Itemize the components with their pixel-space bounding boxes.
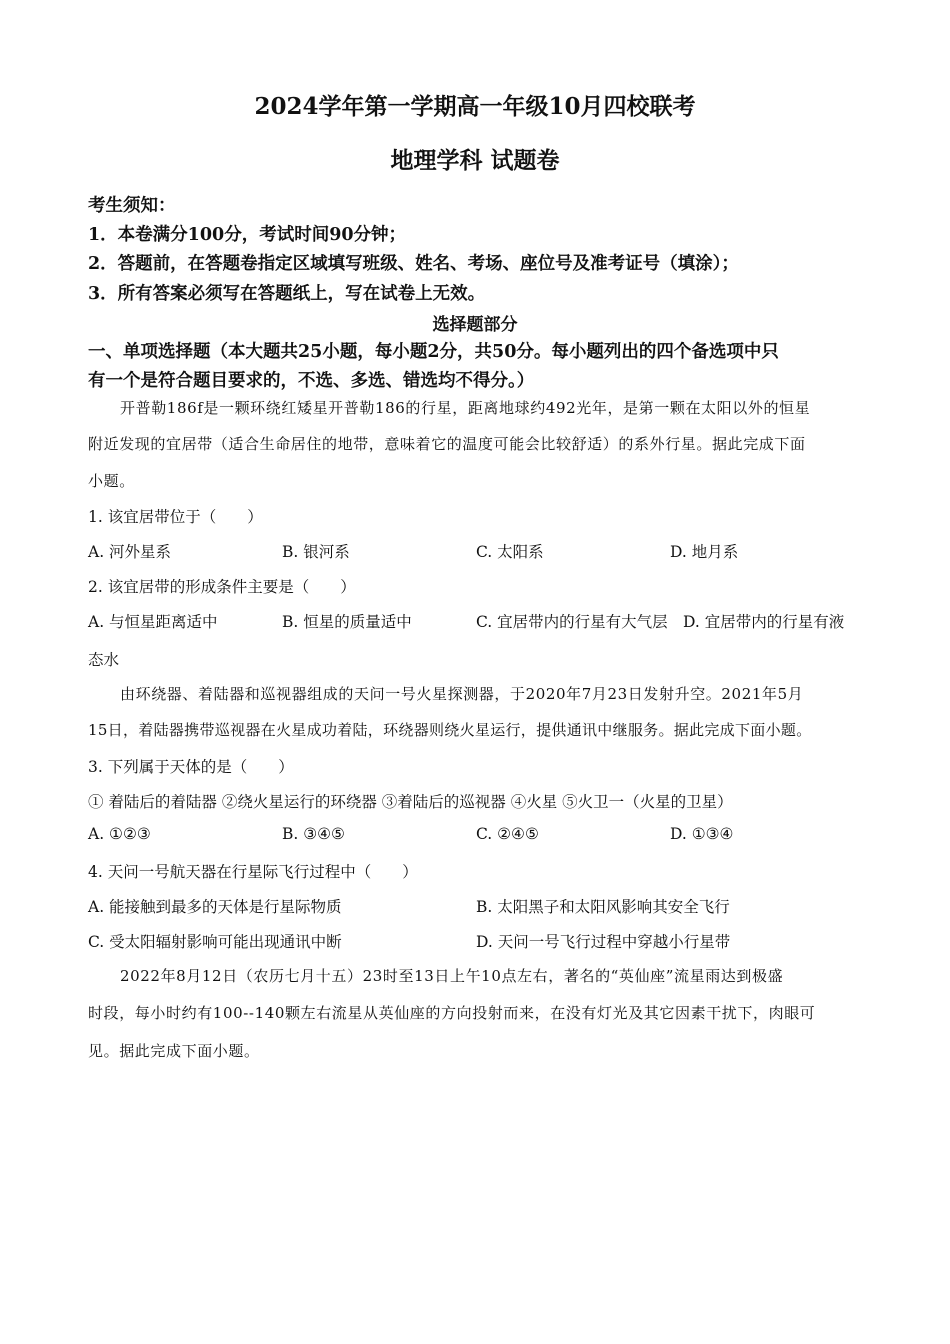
option: A. ①②③: [88, 825, 151, 843]
option: B. ③④⑤: [282, 825, 345, 843]
question-stem: 3. 下列属于天体的是（ ）: [88, 758, 294, 776]
option: C. 太阳系: [476, 543, 544, 561]
passage-line: 开普勒186f是一颗环绕红矮星开普勒186的行星，距离地球约492光年，是第一颗在太阳以外的恒星: [120, 399, 811, 417]
option: B. 银河系: [282, 543, 350, 561]
passage-line: 见。据此完成下面小题。: [88, 1042, 260, 1060]
notice-item: 3．所有答案必须写在答题纸上，写在试卷上无效。: [88, 284, 486, 304]
option: D. 宜居带内的行星有液: [683, 613, 845, 631]
notice-item: 1．本卷满分100分，考试时间90分钟；: [88, 225, 407, 245]
option: D. 天问一号飞行过程中穿越小行星带: [476, 933, 731, 951]
option: A. 与恒星距离适中: [88, 613, 218, 631]
passage-line: 2022年8月12日（农历七月十五）23时至13日上午10点左右，著名的“英仙座”流星雨达到极盛: [120, 967, 784, 985]
section-instruction: 一、单项选择题（本大题共25小题，每小题2分，共50分。每小题列出的四个备选项中只: [88, 342, 779, 362]
passage-line: 时段，每小时约有100--140颗左右流星从英仙座的方向投射而来，在没有灯光及其它因素干扰下，肉眼可: [88, 1004, 816, 1022]
notice-heading: 考生须知：: [88, 196, 176, 216]
option: B. 恒星的质量适中: [282, 613, 412, 631]
option: C. ②④⑤: [476, 825, 539, 843]
question-stem: 4. 天问一号航天器在行星际飞行过程中（ ）: [88, 863, 418, 881]
passage-line: 附近发现的宜居带（适合生命居住的地带，意味着它的温度可能会比较舒适）的系外行星。据此完成下面: [88, 435, 806, 453]
option: D. 地月系: [670, 543, 739, 561]
option: C. 宜居带内的行星有大气层: [476, 613, 668, 631]
question-items: ① 着陆后的着陆器 ②绕火星运行的环绕器 ③着陆后的巡视器 ④火星 ⑤火卫一（火星的卫星）: [88, 793, 733, 811]
notice-item: 2．答题前，在答题卷指定区域填写班级、姓名、考场、座位号及准考证号（填涂）；: [88, 254, 739, 274]
question-stem: 1. 该宜居带位于（ ）: [88, 508, 263, 526]
exam-subtitle: 地理学科 试题卷: [390, 147, 560, 174]
passage-line: 由环绕器、着陆器和巡视器组成的天问一号火星探测器，于2020年7月23日发射升空。2021年5月: [120, 685, 804, 703]
section-instruction: 有一个是符合题目要求的，不选、多选、错选均不得分。）: [88, 371, 535, 391]
option: A. 河外星系: [88, 543, 172, 561]
option: A. 能接触到最多的天体是行星际物质: [88, 898, 342, 916]
option: B. 太阳黑子和太阳风影响其安全飞行: [476, 898, 730, 916]
option-continuation: 态水: [88, 651, 120, 669]
question-stem: 2. 该宜居带的形成条件主要是（ ）: [88, 578, 356, 596]
option: C. 受太阳辐射影响可能出现通讯中断: [88, 933, 342, 951]
option: D. ①③④: [670, 825, 734, 843]
passage-line: 15日，着陆器携带巡视器在火星成功着陆，环绕器则绕火星运行，提供通讯中继服务。据此完成下面小题。: [88, 721, 812, 739]
passage-line: 小题。: [88, 472, 135, 490]
exam-title: 2024学年第一学期高一年级10月四校联考: [254, 93, 696, 120]
section-title: 选择题部分: [432, 315, 518, 335]
